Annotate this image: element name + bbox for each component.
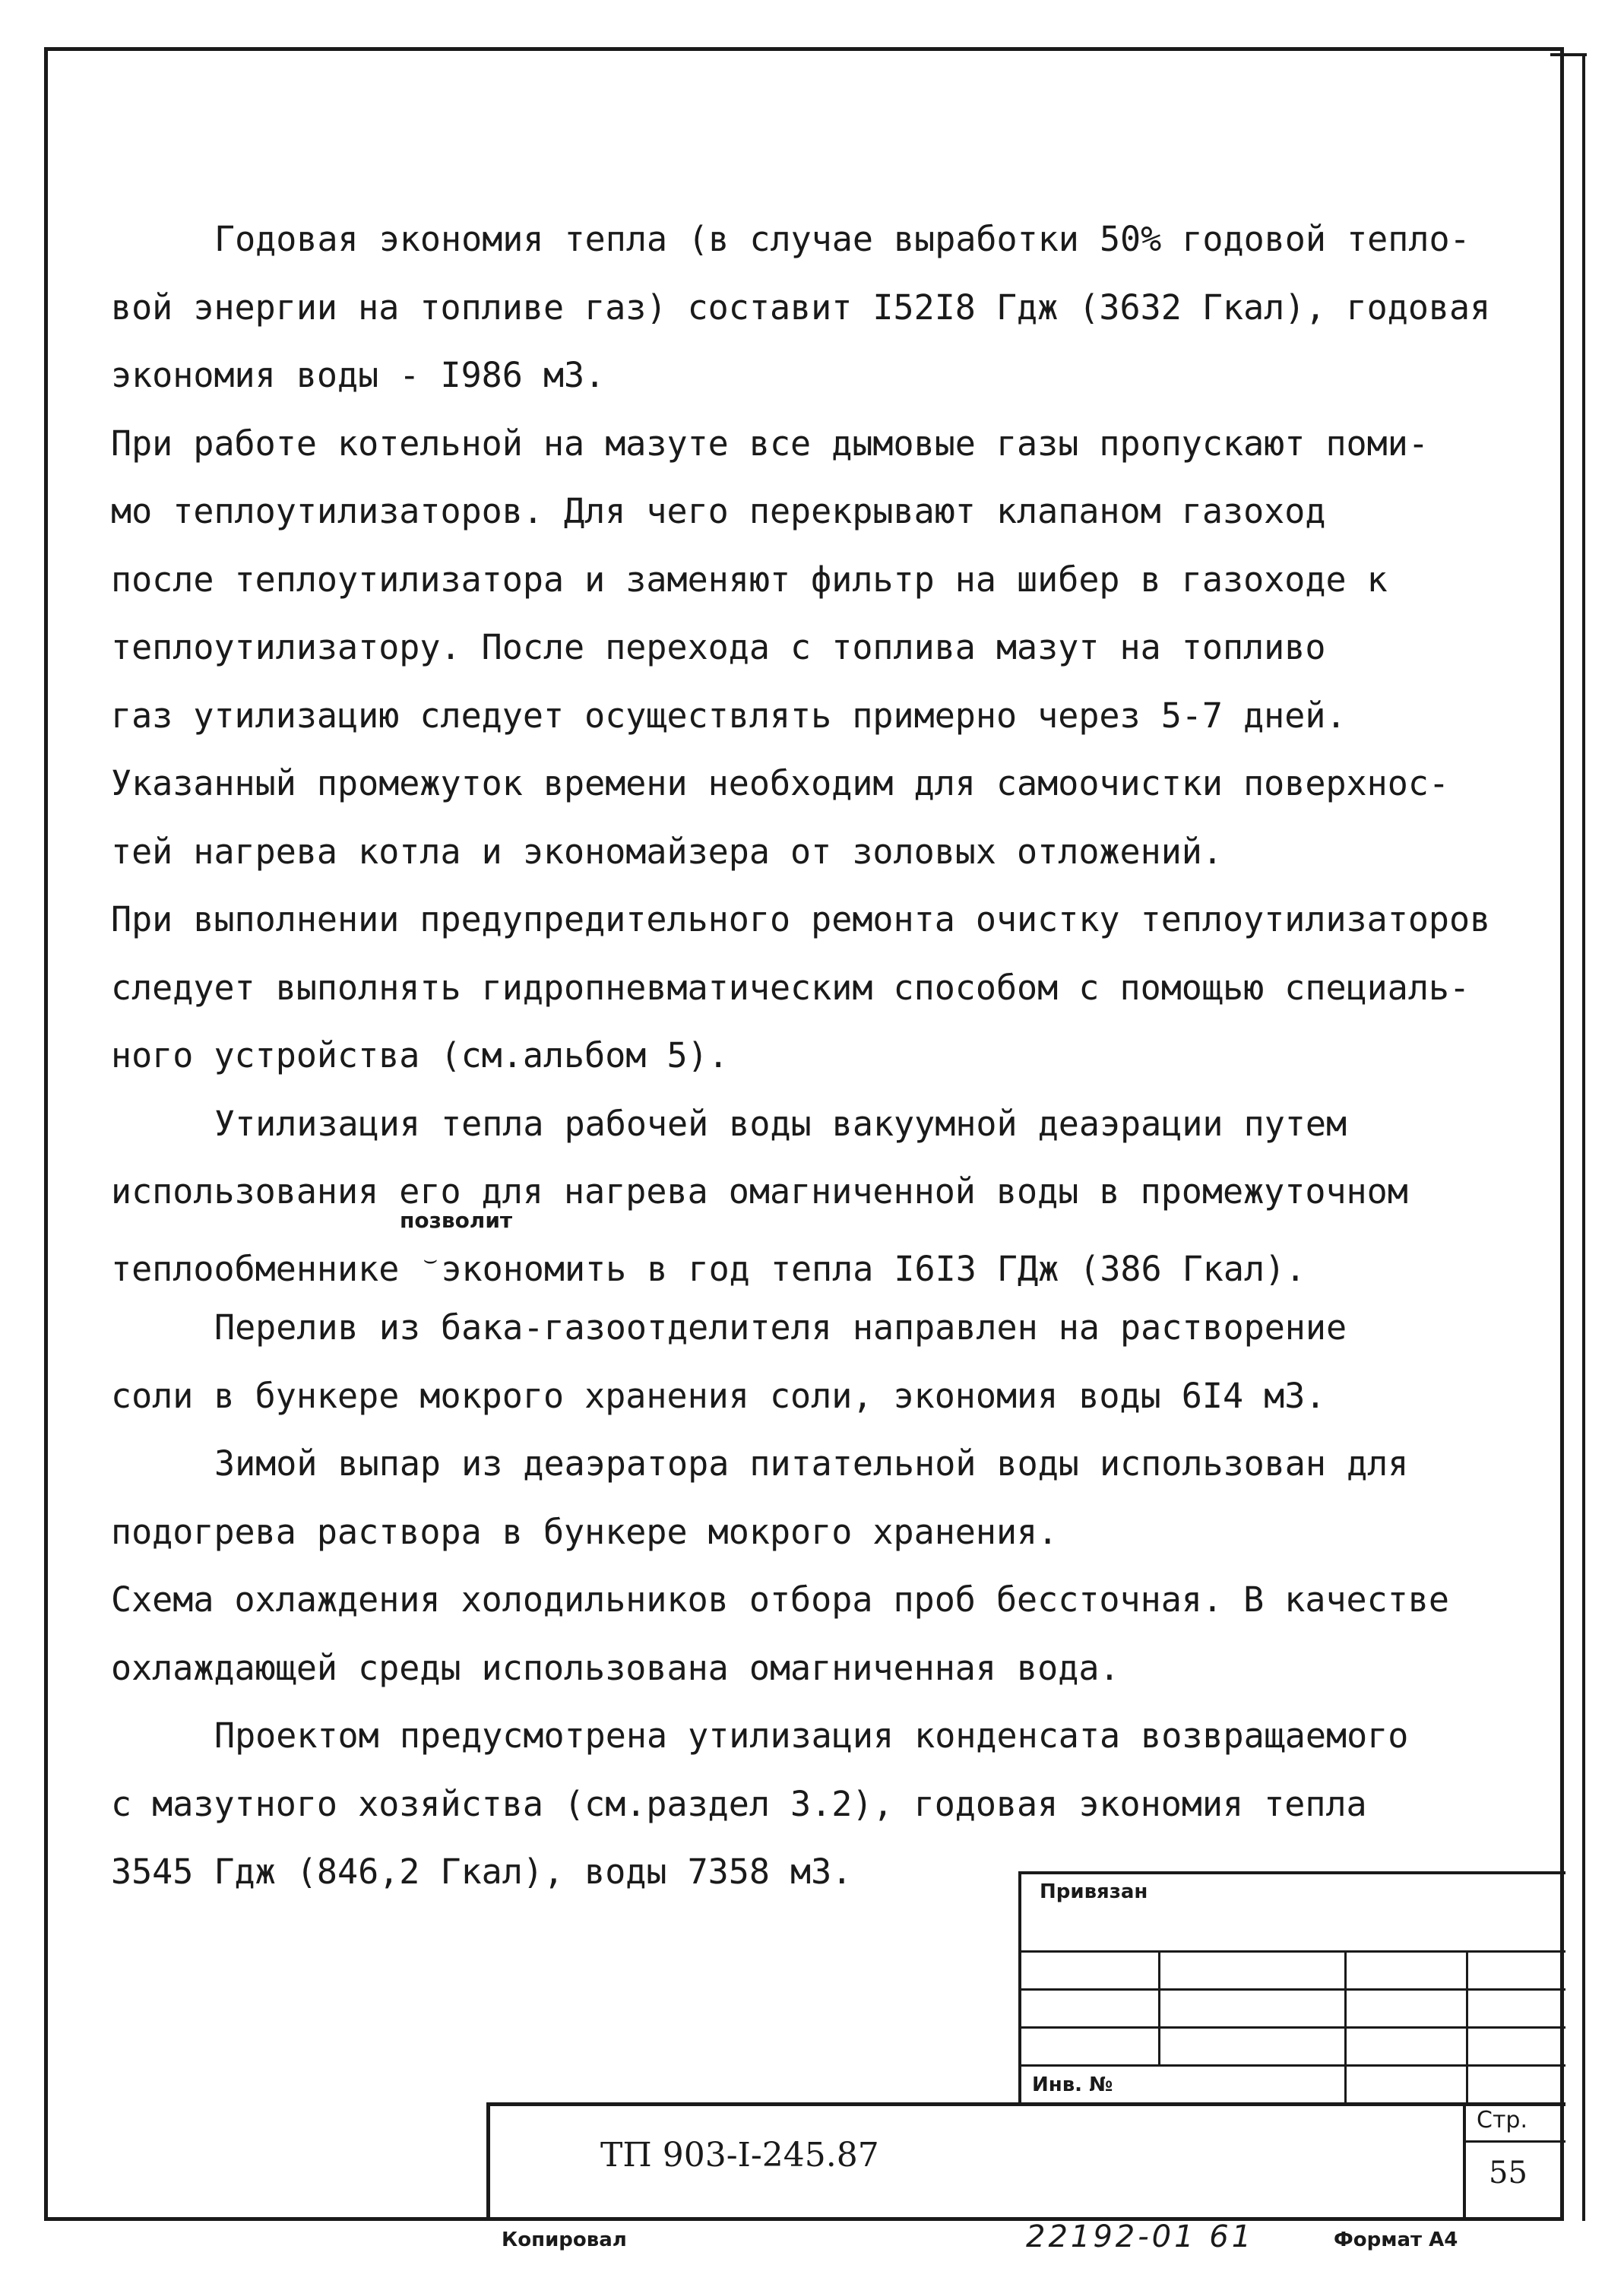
text-line: Проектом предусмотрена утилизация конденсата возвращаемого	[214, 1715, 1409, 1756]
text-line: мо теплоутилизаторов. Для чего перекрывают клапаном газоход	[111, 491, 1326, 531]
table-rule	[1344, 1950, 1347, 2105]
document-code: ТП 903-I-245.87	[600, 2136, 879, 2175]
text-line: после теплоутилизатора и заменяют фильтр на шибер в газоходе к	[111, 559, 1388, 600]
bound-label: Привязан	[1040, 1880, 1148, 1903]
page-number: 55	[1489, 2156, 1527, 2191]
text-line: экономия воды - I986 м3.	[111, 355, 606, 395]
text-line: следует выполнять гидропневматическим способом с помощью специаль-	[111, 967, 1470, 1008]
insertion-caret-icon: ⌣	[423, 1246, 438, 1273]
table-rule	[1466, 1950, 1468, 2105]
text-line: тей нагрева котла и экономайзера от золовых отложений.	[111, 831, 1223, 872]
text-line: 3545 Гдж (846,2 Гкал), воды 7358 м3.	[111, 1852, 853, 1892]
text-line: подогрева раствора в бункере мокрого хранения.	[111, 1511, 1059, 1552]
table-rule	[1021, 1988, 1565, 1991]
copied-label: Копировал	[502, 2229, 627, 2251]
text-line-with-insert	[111, 1207, 1540, 1294]
text-line: использования его для нагрева омагниченной воды в промежуточном	[111, 1171, 1408, 1212]
handwritten-number: 22192-01 61	[1026, 2219, 1255, 2254]
insert-container	[111, 1207, 513, 1289]
text-line: Перелив из бака-газоотделителя направлен на растворение	[214, 1307, 1347, 1348]
text-line: охлаждающей среды использована омагниченная вода.	[111, 1647, 1120, 1688]
table-rule	[1466, 2140, 1565, 2143]
page-cell	[1463, 2102, 1565, 2221]
text-line: вой энергии на топливе газ) составит I52I8 Гдж (3632 Гкал), годовая	[111, 287, 1491, 328]
text-line: При выполнении предупредительного ремонта очистку теплоутилизаторов	[111, 899, 1491, 939]
table-rule	[1158, 1950, 1160, 2064]
text-line: Утилизация тепла рабочей воды вакуумной деаэрации путем	[214, 1103, 1347, 1144]
text-line: Схема охлаждения холодильников отбора проб бессточная. В качестве	[111, 1579, 1449, 1620]
text-fragment: экономить в год тепла I6I3 ГДж (386 Гкал).	[441, 1248, 1306, 1289]
table-rule	[1021, 1950, 1565, 1953]
text-line: Годовая экономия тепла (в случае выработки 50% годовой тепло-	[214, 219, 1470, 259]
text-fragment: теплообменнике	[111, 1248, 400, 1289]
format-label: Формат А4	[1334, 2229, 1458, 2251]
text-line: соли в бункере мокрого хранения соли, экономия воды 6I4 м3.	[111, 1375, 1326, 1416]
inventory-label: Инв. №	[1032, 2073, 1113, 2096]
frame-top-line	[1550, 53, 1587, 56]
text-line: с мазутного хозяйства (см.раздел 3.2), годовая экономия тепла	[111, 1783, 1367, 1824]
frame-right-line	[1582, 55, 1585, 2221]
text-line: теплоутилизатору. После перехода с топлива мазут на топливо	[111, 627, 1326, 667]
binding-table	[1018, 1871, 1565, 2105]
body-text	[111, 205, 1540, 1906]
text-line: Указанный промежуток времени необходим для самоочистки поверхнос-	[111, 763, 1449, 803]
text-line: Зимой выпар из деаэратора питательной воды использован для	[214, 1443, 1409, 1484]
table-rule	[1021, 2064, 1565, 2067]
handwritten-insert: позволит	[400, 1207, 513, 1233]
text-line: ного устройства (см.альбом 5).	[111, 1035, 729, 1075]
text-line: газ утилизацию следует осуществлять примерно через 5-7 дней.	[111, 695, 1347, 736]
table-rule	[1021, 2026, 1565, 2029]
page-label: Стр.	[1477, 2107, 1528, 2134]
text-line: При работе котельной на мазуте все дымовые газы пропускают поми-	[111, 423, 1429, 464]
